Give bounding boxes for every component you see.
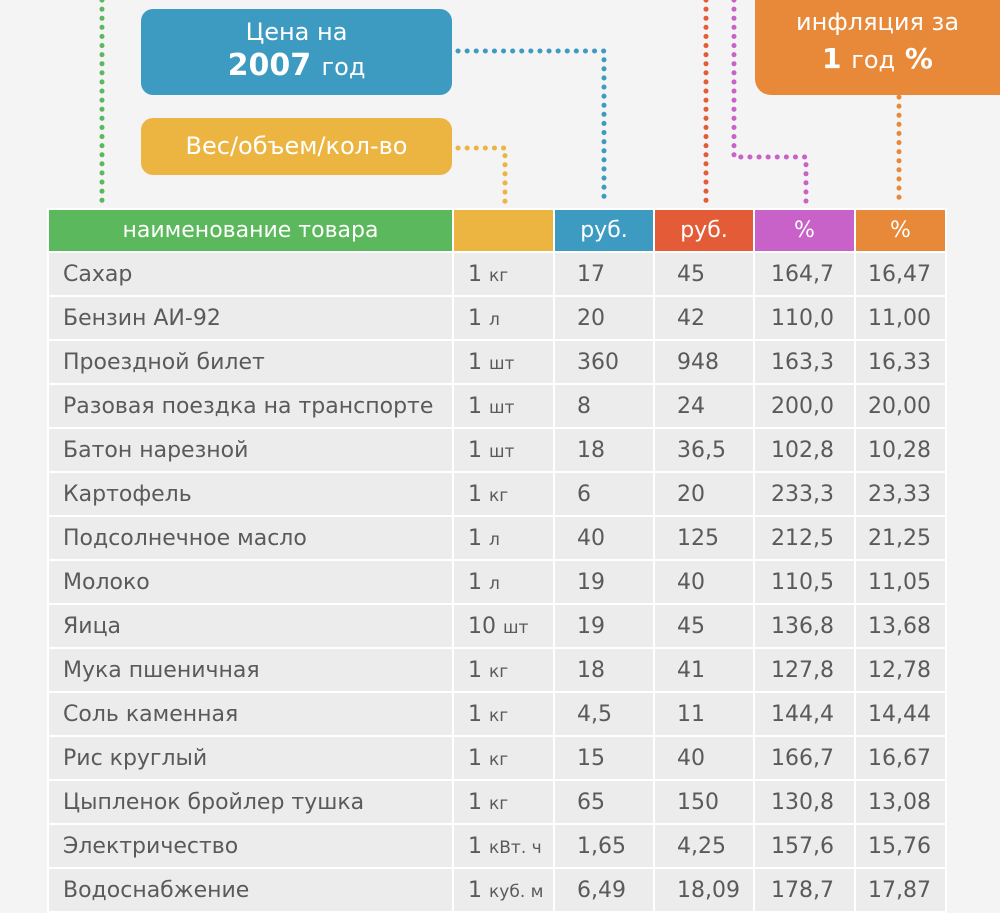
cell-qty-unit: л [489, 529, 500, 550]
connector-blue [458, 51, 604, 204]
header-unit [453, 209, 554, 252]
cell-inflation-total: 157,6 [754, 824, 855, 868]
cell-price-2007: 19 [554, 604, 654, 648]
price-2007-suffix: год [321, 53, 366, 81]
cell-qty-number: 1 [468, 569, 482, 595]
price-2007-callout [141, 9, 452, 95]
cell-inflation-total: 166,7 [754, 736, 855, 780]
header-name: наименование товара [48, 209, 453, 252]
cell-price-2007: 65 [554, 780, 654, 824]
cell-quantity [453, 516, 554, 560]
connector-yellow [458, 148, 505, 204]
cell-price-2007: 6,49 [554, 868, 654, 912]
cell-price-now: 41 [654, 648, 754, 692]
cell-qty-unit: кВт. ч [489, 837, 542, 858]
table-row [48, 736, 946, 780]
cell-qty-number: 1 [468, 525, 482, 551]
cell-qty-unit: кг [489, 265, 509, 286]
cell-price-now: 20 [654, 472, 754, 516]
cell-qty-unit: кг [489, 485, 509, 506]
cell-qty-unit: кг [489, 793, 509, 814]
price-2007-callout-line2 [141, 47, 452, 85]
cell-price-now: 45 [654, 604, 754, 648]
cell-inflation-year: 14,44 [855, 692, 946, 736]
header-inflation-year: % [855, 209, 946, 252]
cell-price-2007: 17 [554, 252, 654, 296]
cell-quantity [453, 736, 554, 780]
table-row [48, 604, 946, 648]
cell-inflation-total: 127,8 [754, 648, 855, 692]
cell-name: Водоснабжение [48, 868, 453, 912]
table-row [48, 296, 946, 340]
cell-quantity [453, 560, 554, 604]
cell-qty-number: 1 [468, 349, 482, 375]
table-row [48, 692, 946, 736]
table-row [48, 472, 946, 516]
table-row [48, 868, 946, 912]
cell-price-2007: 6 [554, 472, 654, 516]
cell-quantity [453, 428, 554, 472]
cell-inflation-total: 130,8 [754, 780, 855, 824]
cell-qty-unit: шт [503, 617, 529, 638]
cell-price-2007: 1,65 [554, 824, 654, 868]
cell-qty-unit: шт [489, 397, 515, 418]
cell-price-2007: 40 [554, 516, 654, 560]
cell-quantity [453, 340, 554, 384]
cell-inflation-year: 11,05 [855, 560, 946, 604]
cell-quantity [453, 824, 554, 868]
cell-name: Электричество [48, 824, 453, 868]
table-row [48, 560, 946, 604]
cell-inflation-year: 20,00 [855, 384, 946, 428]
cell-name: Подсолнечное масло [48, 516, 453, 560]
cell-name: Бензин АИ-92 [48, 296, 453, 340]
cell-name: Цыпленок бройлер тушка [48, 780, 453, 824]
table-row [48, 780, 946, 824]
cell-price-2007: 360 [554, 340, 654, 384]
cell-inflation-total: 102,8 [754, 428, 855, 472]
table-row [48, 428, 946, 472]
cell-quantity [453, 868, 554, 912]
table-row [48, 384, 946, 428]
cell-qty-number: 10 [468, 613, 496, 639]
cell-price-now: 40 [654, 560, 754, 604]
cell-price-2007: 4,5 [554, 692, 654, 736]
cell-quantity [453, 296, 554, 340]
cell-inflation-year: 16,33 [855, 340, 946, 384]
cell-inflation-year: 13,68 [855, 604, 946, 648]
cell-inflation-year: 10,28 [855, 428, 946, 472]
cell-price-2007: 20 [554, 296, 654, 340]
cell-inflation-year: 16,67 [855, 736, 946, 780]
cell-quantity [453, 384, 554, 428]
cell-qty-unit: куб. м [489, 881, 544, 902]
inflation-callout-line2 [755, 42, 1000, 75]
cell-inflation-year: 23,33 [855, 472, 946, 516]
cell-price-now: 125 [654, 516, 754, 560]
cell-name: Рис круглый [48, 736, 453, 780]
cell-quantity [453, 472, 554, 516]
cell-name: Картофель [48, 472, 453, 516]
header-inflation-total: % [754, 209, 855, 252]
cell-qty-unit: шт [489, 441, 515, 462]
inflation-callout [755, 0, 1000, 95]
cell-price-2007: 18 [554, 428, 654, 472]
cell-price-2007: 18 [554, 648, 654, 692]
cell-qty-number: 1 [468, 481, 482, 507]
cell-name: Сахар [48, 252, 453, 296]
weight-callout: Вес/объем/кол-во [141, 118, 452, 175]
cell-qty-number: 1 [468, 701, 482, 727]
cell-qty-number: 1 [468, 789, 482, 815]
cell-price-now: 4,25 [654, 824, 754, 868]
cell-price-now: 45 [654, 252, 754, 296]
table-header-row [48, 209, 946, 252]
cell-quantity [453, 780, 554, 824]
cell-inflation-total: 200,0 [754, 384, 855, 428]
cell-name: Соль каменная [48, 692, 453, 736]
cell-quantity [453, 692, 554, 736]
cell-price-2007: 15 [554, 736, 654, 780]
table-body [48, 252, 946, 912]
cell-inflation-total: 163,3 [754, 340, 855, 384]
cell-qty-number: 1 [468, 261, 482, 287]
cell-inflation-total: 164,7 [754, 252, 855, 296]
table-row [48, 516, 946, 560]
cell-qty-unit: л [489, 309, 500, 330]
cell-inflation-total: 233,3 [754, 472, 855, 516]
cell-name: Мука пшеничная [48, 648, 453, 692]
header-price-2007: руб. [554, 209, 654, 252]
cell-qty-number: 1 [468, 877, 482, 903]
cell-inflation-year: 21,25 [855, 516, 946, 560]
inflation-suffix: год [851, 46, 896, 74]
cell-qty-number: 1 [468, 745, 482, 771]
cell-inflation-year: 13,08 [855, 780, 946, 824]
cell-inflation-year: 15,76 [855, 824, 946, 868]
cell-price-now: 24 [654, 384, 754, 428]
cell-price-now: 36,5 [654, 428, 754, 472]
cell-qty-unit: шт [489, 353, 515, 374]
cell-inflation-total: 212,5 [754, 516, 855, 560]
table-row [48, 340, 946, 384]
cell-price-now: 11 [654, 692, 754, 736]
cell-qty-unit: кг [489, 749, 509, 770]
cell-inflation-year: 11,00 [855, 296, 946, 340]
cell-qty-number: 1 [468, 657, 482, 683]
inflation-num: 1 [822, 42, 842, 75]
cell-qty-unit: кг [489, 705, 509, 726]
cell-inflation-total: 178,7 [754, 868, 855, 912]
cell-quantity [453, 604, 554, 648]
inflation-unit: % [904, 42, 933, 75]
cell-name: Проездной билет [48, 340, 453, 384]
inflation-callout-line1: инфляция за [795, 8, 960, 36]
cell-name: Молоко [48, 560, 453, 604]
cell-qty-number: 1 [468, 305, 482, 331]
cell-qty-number: 1 [468, 833, 482, 859]
cell-qty-unit: л [489, 573, 500, 594]
cell-price-now: 18,09 [654, 868, 754, 912]
cell-inflation-year: 12,78 [855, 648, 946, 692]
cell-name: Разовая поездка на транспорте [48, 384, 453, 428]
cell-inflation-total: 110,0 [754, 296, 855, 340]
cell-price-now: 948 [654, 340, 754, 384]
cell-quantity [453, 252, 554, 296]
table-row [48, 824, 946, 868]
cell-price-now: 40 [654, 736, 754, 780]
cell-inflation-total: 110,5 [754, 560, 855, 604]
cell-price-now: 42 [654, 296, 754, 340]
table-row [48, 648, 946, 692]
price-table [47, 208, 947, 913]
cell-price-now: 150 [654, 780, 754, 824]
cell-name: Батон нарезной [48, 428, 453, 472]
cell-qty-unit: кг [489, 661, 509, 682]
header-price-now: руб. [654, 209, 754, 252]
price-2007-callout-line1: Цена на [245, 18, 348, 46]
cell-price-2007: 19 [554, 560, 654, 604]
cell-price-2007: 8 [554, 384, 654, 428]
cell-name: Яица [48, 604, 453, 648]
cell-inflation-year: 17,87 [855, 868, 946, 912]
cell-quantity [453, 648, 554, 692]
cell-qty-number: 1 [468, 437, 482, 463]
table-row [48, 252, 946, 296]
price-2007-year: 2007 [227, 48, 312, 83]
cell-inflation-total: 136,8 [754, 604, 855, 648]
cell-inflation-year: 16,47 [855, 252, 946, 296]
cell-qty-number: 1 [468, 393, 482, 419]
cell-inflation-total: 144,4 [754, 692, 855, 736]
